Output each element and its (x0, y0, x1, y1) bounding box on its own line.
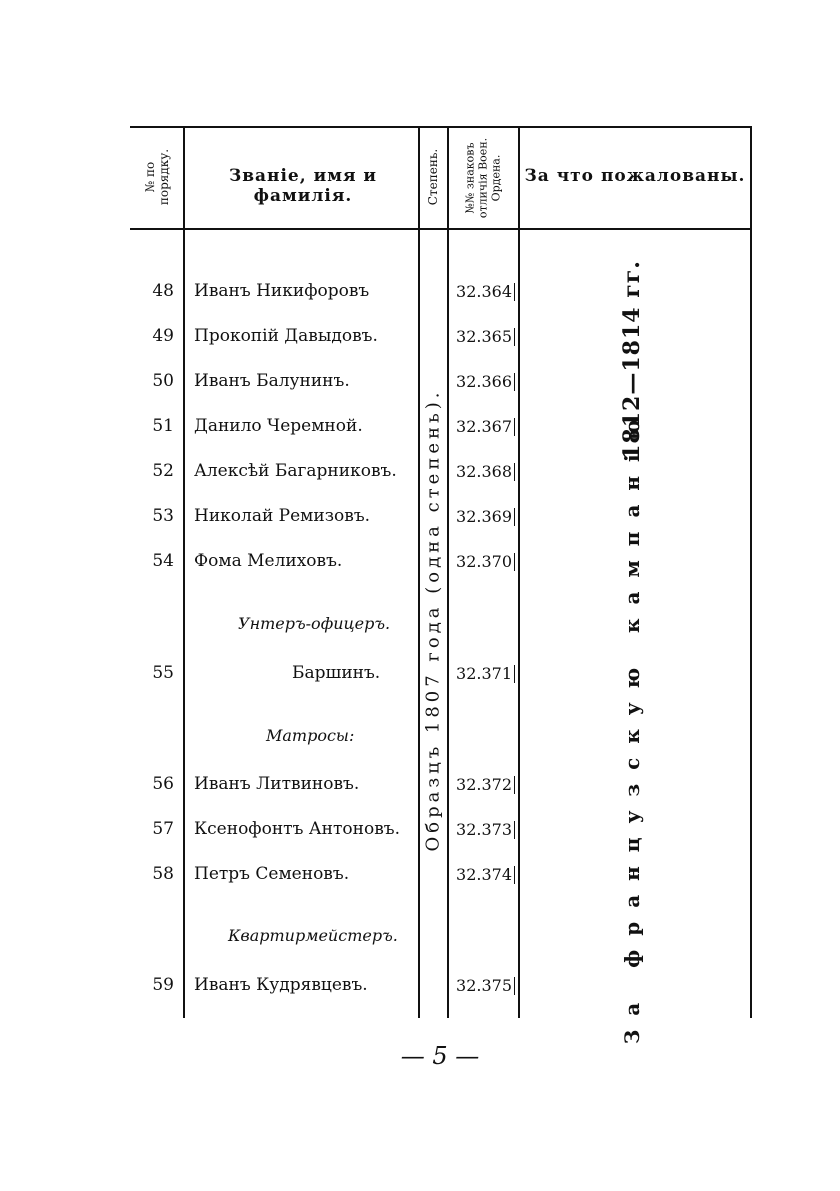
column-divider-badge (518, 126, 520, 1018)
page-number: — 5 — (400, 1042, 480, 1070)
row-badge-number: 32.375 (456, 976, 512, 995)
row-name: Иванъ Балунинъ. (194, 371, 350, 391)
reason-vertical-text: За французскую кампанію (620, 405, 644, 1045)
row-bracket (514, 866, 515, 884)
header-divider (130, 228, 752, 230)
header-reason-column: За что пожалованы. (524, 166, 746, 186)
row-bracket (514, 463, 515, 481)
row-number: 57 (152, 819, 174, 839)
row-name: Баршинъ. (292, 663, 381, 683)
row-badge-number: 32.365 (456, 327, 512, 346)
reason-years-text: 1812—1814 гг. (619, 260, 645, 460)
row-name: Иванъ Никифоровъ (194, 281, 370, 301)
row-name: Иванъ Кудрявцевъ. (194, 975, 368, 995)
table-top-border (130, 126, 752, 128)
column-divider-name (418, 126, 420, 1018)
row-number: 59 (152, 975, 174, 995)
row-badge-number: 32.374 (456, 865, 512, 884)
column-divider-num (183, 126, 185, 1018)
degree-vertical-text: Образцъ 1807 года (одна степень). (422, 388, 444, 852)
row-bracket (514, 821, 515, 839)
header-name-column: Званіе, имя и фамилія. (228, 166, 378, 206)
row-name: Фома Мелиховъ. (194, 551, 343, 571)
row-bracket (514, 328, 515, 346)
row-badge-number: 32.369 (456, 507, 512, 526)
row-badge-number: 32.371 (456, 664, 512, 683)
row-bracket (514, 373, 515, 391)
header-number-column: № по порядку. (143, 148, 171, 206)
row-number: 56 (152, 774, 174, 794)
row-name: Прокопій Давыдовъ. (194, 326, 378, 346)
row-number: 53 (152, 506, 174, 526)
row-bracket (514, 665, 515, 683)
row-name: Данило Черемной. (194, 416, 363, 436)
row-number: 50 (152, 371, 174, 391)
row-name: Иванъ Литвиновъ. (194, 774, 360, 794)
row-number: 58 (152, 864, 174, 884)
section-heading-nco: Унтеръ-офицеръ. (238, 614, 391, 633)
section-heading-quartermaster: Квартирмейстеръ. (228, 926, 398, 945)
row-badge-number: 32.366 (456, 372, 512, 391)
header-badge-column: №№ знаковъ отличія Воен. Ордена. (463, 137, 503, 219)
row-name: Николай Ремизовъ. (194, 506, 371, 526)
row-bracket (514, 776, 515, 794)
row-number: 54 (152, 551, 174, 571)
row-badge-number: 32.370 (456, 552, 512, 571)
row-bracket (514, 553, 515, 571)
row-badge-number: 32.372 (456, 775, 512, 794)
row-number: 51 (152, 416, 174, 436)
row-name: Ксенофонтъ Антоновъ. (194, 819, 401, 839)
row-badge-number: 32.368 (456, 462, 512, 481)
column-divider-right (750, 126, 752, 1018)
row-bracket (514, 508, 515, 526)
row-number: 55 (152, 663, 174, 683)
row-badge-number: 32.373 (456, 820, 512, 839)
row-bracket (514, 283, 515, 301)
row-bracket (514, 977, 515, 995)
row-name: Алексѣй Багарниковъ. (194, 461, 397, 481)
section-heading-sailors: Матросы: (266, 726, 355, 745)
row-badge-number: 32.364 (456, 282, 512, 301)
row-number: 52 (152, 461, 174, 481)
row-bracket (514, 418, 515, 436)
column-divider-degree (447, 126, 449, 1018)
header-degree-column: Степень. (426, 148, 440, 206)
row-badge-number: 32.367 (456, 417, 512, 436)
row-number: 48 (152, 281, 174, 301)
row-name: Петръ Семеновъ. (194, 864, 350, 884)
row-number: 49 (152, 326, 174, 346)
